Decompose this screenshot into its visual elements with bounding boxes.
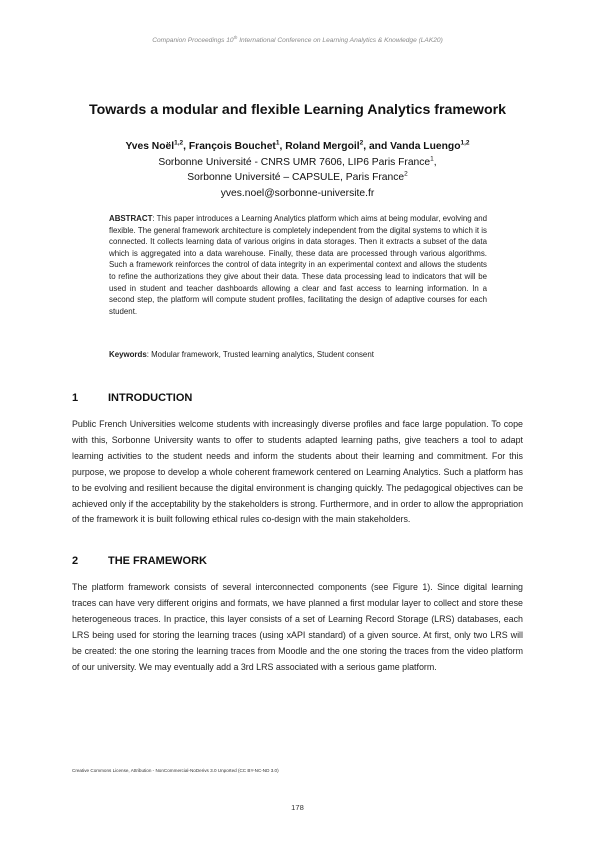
abstract (109, 213, 487, 317)
keywords (109, 349, 487, 361)
keywords-label: Keywords (109, 350, 147, 359)
section-body: The platform framework consists of several interconnected components (see Figure 1). Since digital learning traces can have very different origins and formats, we have planned a first modular layer to collect and store these heterogeneous traces. In practice, this layer consists of a set of Learning Record Storage (LRS) databases, each LRS being used for storing the learning traces (using xAPI standard) of a given source. At first, only two LRS will be created: the one storing the learning traces from Moodle and the one storing the traces from the video platform of our university. We may eventually add a 3rd LRS associated with a serious game platform. (72, 582, 523, 672)
author-separator: , (183, 141, 189, 152)
author-name: Vanda Luengo (390, 141, 461, 152)
affiliation-1-end: , (433, 156, 437, 168)
author-affiliation-mark: 2 (359, 139, 364, 147)
section-title: THE FRAMEWORK (108, 555, 207, 567)
affiliation-1-text: Sorbonne Université - CNRS UMR 7606, LIP6 Paris France (158, 156, 431, 168)
author-affiliation-mark: 1 (275, 139, 280, 147)
running-header-suffix: International Conference on Learning Analytics & Knowledge (LAK20) (237, 37, 443, 45)
running-header (0, 35, 595, 44)
section-heading (72, 555, 207, 567)
section-body: Public French Universities welcome students with increasingly diverse profiles and face large population. To cope with this, Sorbonne University wants to offer to students adapted learning paths, give teachers a tool to adapt learning activities to the student needs and inform the students about their learning and commitment. For this purpose, we propose to develop a whole coherent framework centered on Learning Analytics. Such a platform has to be evolving and resilient because the digital environment is changing quickly. The pedagogical objectives can be achieved only if the acceptability by the stakeholders is strong. Furthermore, and in order to allow the appropriation of the framework it is built following ethical rules co-design with the main stakeholders. (72, 419, 523, 525)
affiliation-1 (0, 155, 595, 171)
author-affiliation-mark: 1,2 (460, 139, 470, 147)
paper-title: Towards a modular and flexible Learning Analytics framework (88, 102, 507, 118)
section-title: INTRODUCTION (108, 392, 193, 404)
abstract-text: : This paper introduces a Learning Analytics platform which aims at being modular, evolving and flexible. The general framework architecture is completely independent from the digital systems to which it is connected. It collects learning data of various origins in data storages. Then it extracts a subset of the data which is aggregated into a data warehouse. Finally, these data are processed through various algorithms. Such a framework reinforces the control of data integrity in an experimental context and allows the students to refine the authorizations they give about their data. These data processing lead to indicators that will be used in student and teacher dashboards allowing a clear and fast access to learning information. In a second step, the platform will compute student profiles, facilitating the design of adaptive courses for each student. (109, 214, 487, 316)
authors-line (0, 139, 595, 155)
author-email: yves.noel@sorbonne-universite.fr (220, 187, 375, 199)
running-header-prefix: Companion Proceedings 10 (152, 37, 234, 45)
author-name: Yves Noël (125, 141, 175, 152)
author-name: François Bouchet (188, 141, 276, 152)
section-number: 2 (72, 555, 79, 567)
author-separator: , and (363, 141, 391, 152)
page-number: 178 (291, 803, 304, 812)
affiliation-2-mark: 2 (404, 170, 408, 178)
author-affiliation-mark: 1,2 (174, 139, 184, 147)
author-block (0, 139, 595, 201)
section-number: 1 (72, 392, 79, 404)
author-name: Roland Mergoil (285, 141, 360, 152)
license-footnote: Creative Commons License, Attribution - NonCommercial-NoDerivs 3.0 Unported (CC BY-NC-ND 3.0) (72, 768, 279, 773)
running-header-superscript: th (233, 35, 238, 40)
affiliation-2-text: Sorbonne Université – CAPSULE, Paris France (187, 172, 405, 183)
abstract-label: ABSTRACT (109, 214, 153, 223)
author-separator: , (279, 141, 286, 152)
section-heading (72, 392, 192, 404)
keywords-text: : Modular framework, Trusted learning analytics, Student consent (146, 350, 374, 359)
affiliation-1-mark: 1 (430, 155, 434, 163)
affiliation-2 (0, 170, 595, 186)
